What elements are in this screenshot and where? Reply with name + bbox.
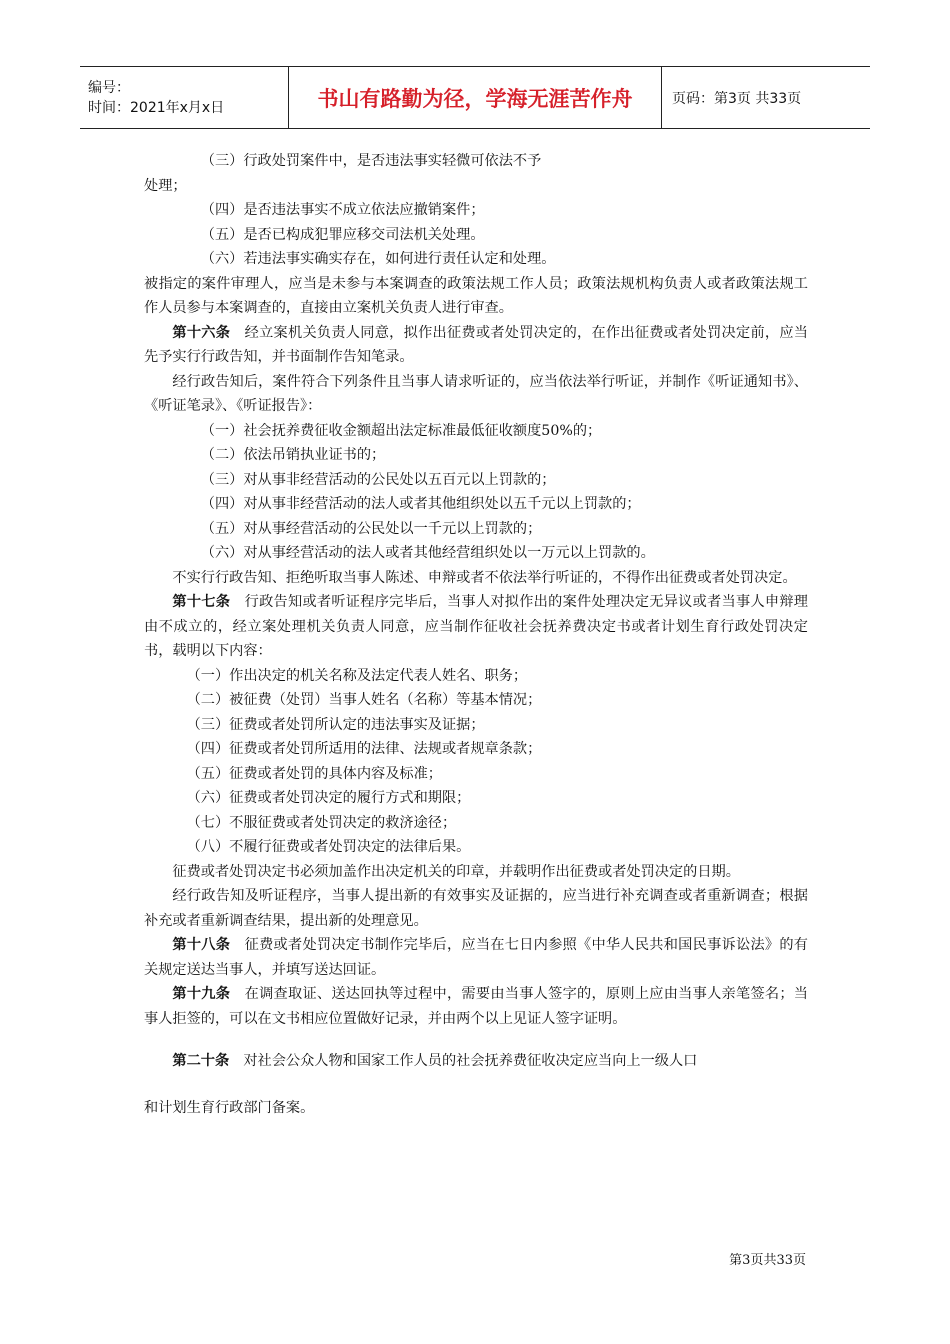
paragraph xyxy=(144,737,808,762)
article-paragraph xyxy=(144,321,808,370)
paragraph xyxy=(144,664,808,689)
article-heading: 第十八条 xyxy=(172,937,231,953)
article-heading: 第十九条 xyxy=(172,986,231,1002)
header-meta xyxy=(80,67,289,129)
article-paragraph xyxy=(144,933,808,982)
paragraph-text: （四）征费或者处罚所适用的法律、法规或者规章条款； xyxy=(186,741,542,757)
paragraph-text: 对社会公众人物和国家工作人员的社会抚养费征收决定应当向上一级人口 xyxy=(229,1053,698,1069)
paragraph-text: （七）不服征费或者处罚决定的救济途径； xyxy=(186,814,457,831)
paragraph-text: （一）作出决定的机关名称及法定代表人姓名、职务； xyxy=(186,667,528,684)
paragraph-text: 不实行行政告知、拒绝听取当事人陈述、申辩或者不依法举行听证的，不得作出征费或者处罚决定。 xyxy=(172,569,797,586)
paragraph xyxy=(144,223,808,248)
paragraph-text: 经行政告知后，案件符合下列条件且当事人请求听证的，应当依法举行听证，并制作《听证通知书》、《听证笔录》、《听证报告》： xyxy=(144,373,808,414)
paragraph xyxy=(144,762,808,787)
article-heading: 第十七条 xyxy=(172,594,231,610)
article-paragraph xyxy=(144,982,808,1031)
article-paragraph xyxy=(144,590,808,664)
document-time-label: 时间：2021年x月x日 xyxy=(88,99,225,116)
paragraph-text: （六）对从事经营活动的法人或者其他经营组织处以一万元以上罚款的。 xyxy=(200,545,655,561)
paragraph xyxy=(144,811,808,836)
paragraph xyxy=(144,884,808,933)
paragraph xyxy=(144,517,808,542)
article-paragraph xyxy=(144,1049,808,1074)
document-body xyxy=(144,149,808,1120)
paragraph-text: （六）征费或者处罚决定的履行方式和期限； xyxy=(186,790,471,806)
paragraph xyxy=(144,370,808,419)
header-motto: 书山有路勤为径，学海无涯苦作舟 xyxy=(289,67,662,129)
paragraph-text: 被指定的案件审理人，应当是未参与本案调查的政策法规工作人员；政策法规机构负责人或者政策法规工作人员参与本案调查的，直接由立案机关负责人进行审查。 xyxy=(144,275,808,316)
paragraph xyxy=(144,1096,808,1121)
paragraph-text: 征费或者处罚决定书制作完毕后，应当在七日内参照《中华人民共和国民事诉讼法》的有关规定送达当事人，并填写送达回证。 xyxy=(144,937,808,978)
paragraph-text: 经立案机关负责人同意，拟作出征费或者处罚决定的，在作出征费或者处罚决定前，应当先予实行行政告知，并书面制作告知笔录。 xyxy=(144,324,808,365)
article-heading: 第二十条 xyxy=(172,1053,230,1069)
paragraph xyxy=(144,835,808,860)
paragraph-text: 经行政告知及听证程序，当事人提出新的有效事实及证据的，应当进行补充调查或者重新调查；根据补充或者重新调查结果，提出新的处理意见。 xyxy=(144,888,808,929)
paragraph xyxy=(144,174,808,199)
paragraph-text: （八）不履行征费或者处罚决定的法律后果。 xyxy=(186,839,471,855)
paragraph xyxy=(144,149,808,174)
paragraph-text: （五）是否已构成犯罪应移交司法机关处理。 xyxy=(200,226,485,243)
paragraph-spacer xyxy=(144,1031,808,1049)
paragraph xyxy=(144,860,808,885)
paragraph xyxy=(144,198,808,223)
paragraph xyxy=(144,713,808,738)
paragraph-text: （三）行政处罚案件中，是否违法事实轻微可依法不予 xyxy=(200,153,542,169)
paragraph xyxy=(144,272,808,321)
paragraph-text: （四）对从事非经营活动的法人或者其他组织处以五千元以上罚款的； xyxy=(200,496,641,512)
paragraph-text: 处理； xyxy=(144,177,187,194)
page-footer: 第3页共33页 xyxy=(729,1253,806,1268)
paragraph xyxy=(144,468,808,493)
paragraph-spacer xyxy=(144,1074,808,1096)
paragraph xyxy=(144,688,808,713)
paragraph-text: 行政告知或者听证程序完毕后，当事人对拟作出的案件处理决定无异议或者当事人申辩理由不成立的，经立案处理机关负责人同意，应当制作征收社会抚养费决定书或者计划生育行政处罚决定书，载明以下内容： xyxy=(144,594,808,659)
paragraph-text: （三）对从事非经营活动的公民处以五百元以上罚款的； xyxy=(200,471,556,488)
paragraph-text: （二）依法吊销执业证书的； xyxy=(200,447,386,463)
paragraph xyxy=(144,492,808,517)
paragraph-text: 在调查取证、送达回执等过程中，需要由当事人签字的，原则上应由当事人亲笔签名；当事人拒签的，可以在文书相应位置做好记录，并由两个以上见证人签字证明。 xyxy=(144,986,808,1027)
paragraph-text: 征费或者处罚决定书必须加盖作出决定机关的印章，并载明作出征费或者处罚决定的日期。 xyxy=(172,863,740,880)
paragraph xyxy=(144,419,808,444)
paragraph-text: （四）是否违法事实不成立依法应撤销案件； xyxy=(200,202,485,218)
paragraph-text: （五）对从事经营活动的公民处以一千元以上罚款的； xyxy=(200,520,542,537)
paragraph xyxy=(144,443,808,468)
paragraph xyxy=(144,541,808,566)
paragraph-text: （六）若违法事实确实存在，如何进行责任认定和处理。 xyxy=(200,251,556,267)
paragraph-text: （五）征费或者处罚的具体内容及标准； xyxy=(186,765,442,782)
paragraph-text: 和计划生育行政部门备案。 xyxy=(144,1099,315,1116)
header-page-number: 页码：第3页 共33页 xyxy=(662,67,871,129)
page-header xyxy=(80,66,870,129)
paragraph xyxy=(144,566,808,591)
document-number-label: 编号： xyxy=(88,79,130,96)
paragraph-text: （一）社会抚养费征收金额超出法定标准最低征收额度50%的； xyxy=(200,422,602,439)
paragraph xyxy=(144,247,808,272)
paragraph-text: （三）征费或者处罚所认定的违法事实及证据； xyxy=(186,716,485,733)
article-heading: 第十六条 xyxy=(172,324,231,341)
paragraph xyxy=(144,786,808,811)
paragraph-text: （二）被征费（处罚）当事人姓名（名称）等基本情况； xyxy=(186,692,542,708)
